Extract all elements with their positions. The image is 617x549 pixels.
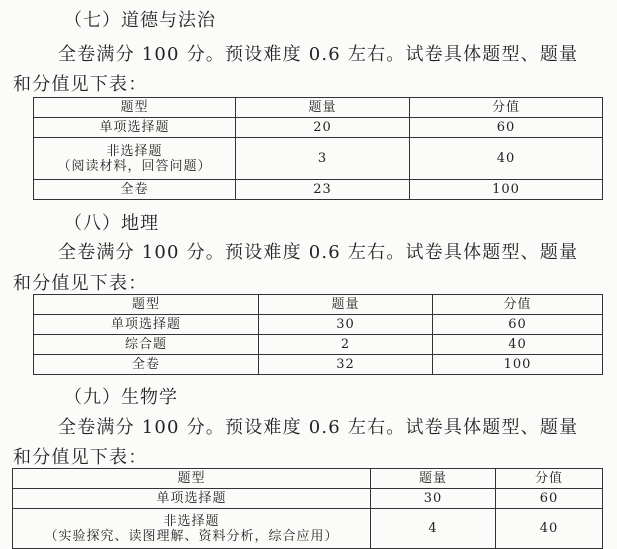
header-score: 分值 [496, 469, 603, 489]
cell-type: 全卷 [34, 180, 236, 200]
table-row [34, 138, 603, 180]
table-header-row [34, 295, 603, 315]
section-7-heading: （七）道德与法治 [64, 10, 216, 31]
cell-type-sub: （阅读材料，回答问题） [57, 158, 212, 174]
section-8-table [33, 294, 603, 375]
header-count: 题量 [371, 469, 496, 489]
table-row [34, 355, 603, 375]
table-row [34, 180, 603, 200]
cell-score: 60 [410, 118, 603, 138]
section-9-heading: （九）生物学 [64, 387, 178, 408]
header-score: 分值 [410, 98, 603, 118]
cell-score: 60 [433, 315, 603, 335]
cell-count: 2 [259, 335, 433, 355]
cell-score: 40 [496, 509, 603, 549]
cell-count: 23 [236, 180, 410, 200]
table-row [34, 118, 603, 138]
section-8-paragraph-line2: 和分值见下表： [13, 273, 148, 294]
cell-score: 100 [433, 355, 603, 375]
cell-score: 40 [410, 138, 603, 180]
cell-type-main: 非选择题 [163, 513, 220, 529]
section-8-paragraph-line1: 全卷满分 100 分。预设难度 0.6 左右。试卷具体题型、题量 [58, 242, 579, 263]
table-header-row [13, 469, 603, 489]
section-9-paragraph-line1: 全卷满分 100 分。预设难度 0.6 左右。试卷具体题型、题量 [58, 417, 579, 438]
table-header-row [34, 98, 603, 118]
header-score: 分值 [433, 295, 603, 315]
header-type: 题型 [13, 469, 371, 489]
cell-count: 4 [371, 509, 496, 549]
cell-count: 30 [259, 315, 433, 335]
cell-type [34, 138, 236, 180]
section-9-table [12, 468, 603, 549]
cell-count: 30 [371, 489, 496, 509]
cell-count: 20 [236, 118, 410, 138]
header-count: 题量 [259, 295, 433, 315]
cell-type: 全卷 [34, 355, 259, 375]
cell-count: 32 [259, 355, 433, 375]
cell-type: 单项选择题 [34, 315, 259, 335]
table-row [34, 315, 603, 335]
header-count: 题量 [236, 98, 410, 118]
cell-score: 60 [496, 489, 603, 509]
cell-type-main: 非选择题 [106, 143, 163, 159]
cell-type: 单项选择题 [34, 118, 236, 138]
table-row [13, 489, 603, 509]
header-type: 题型 [34, 295, 259, 315]
section-7-paragraph-line1: 全卷满分 100 分。预设难度 0.6 左右。试卷具体题型、题量 [58, 44, 579, 65]
section-8-heading: （八）地理 [64, 213, 159, 234]
cell-type: 综合题 [34, 335, 259, 355]
section-7-table [33, 97, 603, 200]
cell-score: 40 [433, 335, 603, 355]
header-type: 题型 [34, 98, 236, 118]
table-row [34, 335, 603, 355]
cell-type-sub: （实验探究、读图理解、资料分析，综合应用） [44, 528, 339, 544]
section-7-paragraph-line2: 和分值见下表： [13, 74, 148, 95]
cell-type [13, 509, 371, 549]
cell-type: 单项选择题 [13, 489, 371, 509]
cell-count: 3 [236, 138, 410, 180]
table-row [13, 509, 603, 549]
cell-score: 100 [410, 180, 603, 200]
section-9-paragraph-line2: 和分值见下表： [13, 447, 148, 468]
